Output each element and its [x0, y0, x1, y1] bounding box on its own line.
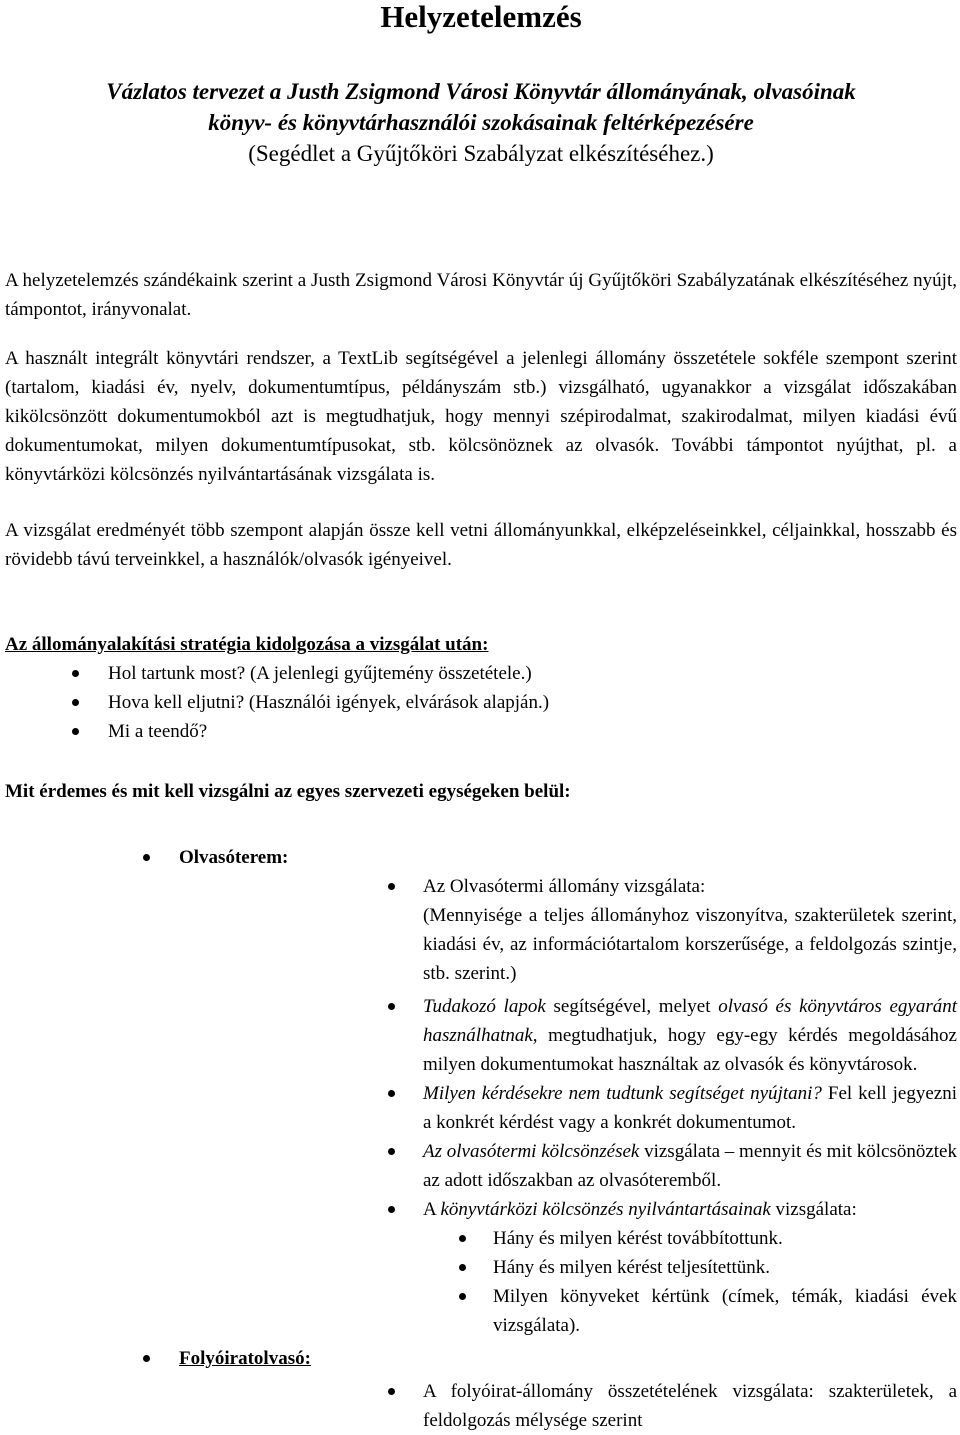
page-title: Helyzetelemzés	[380, 0, 582, 34]
strategy-item-text: Mi a teendő?	[108, 721, 208, 742]
list-item	[179, 1137, 957, 1195]
list-item	[179, 872, 957, 988]
strategy-heading: Az állományalakítási stratégia kidolgozása a vizsgálat után:	[5, 634, 489, 655]
list-item	[179, 1079, 957, 1137]
system-paragraph: A használt integrált könyvtári rendszer, a TextLib segítségével a jelenlegi állomány összetétele sokféle szempont szerint (tartalom, kiadási év, nyelv, dokumentumtípus, példányszám stb.) vizsgálható, ugyanakkor a vizsgálat időszakában kikölcsönzött dokumentumokból azt is megtudhatjuk, hogy mennyi szépirodalmat, szakirodalmat, milyen kiadási évű dokumentumokat, milyen dokumentumtípusokat, stb. kölcsönöznek az olvasók. További támpontot nyújthat, pl. a könyvtárközi kölcsönzés nyilvántartásának vizsgálata is.	[5, 348, 957, 485]
list-item	[5, 717, 957, 746]
list-item-periodicals	[5, 1344, 957, 1435]
subtitle-line-3: (Segédlet a Gyűjtőköri Szabályzat elkészítéséhez.)	[248, 141, 714, 166]
bullet-icon	[388, 883, 395, 890]
bullet-icon	[388, 1206, 395, 1213]
stock-title: Az Olvasótermi állomány vizsgálata:	[423, 876, 706, 897]
units-heading: Mit érdemes és mit kell vizsgálni az egyes szervezeti egységeken belül:	[5, 781, 571, 802]
list-item-reading-room	[5, 843, 957, 1340]
list-item	[179, 1282, 957, 1340]
ill-item-text: Milyen könyveket kértünk (címek, témák, kiadási évek vizsgálata).	[493, 1286, 957, 1336]
inquiry-mid: segítségével, melyet	[545, 996, 719, 1017]
bullet-icon	[72, 670, 79, 677]
list-item	[179, 1195, 957, 1340]
periodicals-sublist	[179, 1377, 957, 1435]
strategy-list	[5, 659, 957, 746]
ill-rest: vizsgálata:	[770, 1199, 857, 1220]
subtitle-block	[5, 76, 957, 169]
bullet-icon	[388, 1148, 395, 1155]
loans-rest: vizsgálata – mennyit és mit kölcsönöztek az adott időszakban az olvasóteremből.	[423, 1141, 957, 1191]
bullet-icon	[143, 854, 150, 861]
units-list	[5, 843, 957, 1435]
subtitle-line-2: könyv- és könyvtárhasználói szokásainak feltérképezésére	[208, 110, 754, 135]
stock-detail: (Mennyisége a teljes állományhoz viszonyítva, szakterületek szerint, kiadási év, az információtartalom korszerűsége, a feldolgozás szintje, stb. szerint.)	[423, 905, 957, 984]
reading-room-label: Olvasóterem:	[179, 847, 289, 868]
bullet-icon	[388, 1003, 395, 1010]
reading-room-sublist	[179, 872, 957, 1340]
loans-italic: Az olvasótermi kölcsönzések	[423, 1141, 640, 1162]
bullet-icon	[459, 1264, 466, 1271]
questions-rest: Fel kell jegyezni a konkrét kérdést vagy a konkrét dokumentumot.	[423, 1083, 957, 1133]
bullet-icon	[72, 699, 79, 706]
ill-item-text: Hány és milyen kérést továbbítottunk.	[493, 1228, 783, 1249]
questions-italic: Milyen kérdésekre nem tudtunk segítséget nyújtani?	[423, 1083, 822, 1104]
bullet-icon	[459, 1235, 466, 1242]
bullet-icon	[388, 1090, 395, 1097]
list-item	[5, 688, 957, 717]
inquiry-italic-2: olvasó és könyvtáros egyaránt használhatnak	[423, 996, 958, 1046]
inquiry-rest: , megtudhatjuk, hogy egy-egy kérdés megoldásához milyen dokumentumokat használtak az olvasók és könyvtárosok.	[423, 1025, 957, 1075]
bullet-icon	[459, 1293, 466, 1300]
ill-item-text: Hány és milyen kérést teljesítettünk.	[493, 1257, 771, 1278]
intro-paragraph: A helyzetelemzés szándékaink szerint a Justh Zsigmond Városi Könyvtár új Gyűjtőköri Szabályzatának elkészítéséhez nyújt, támpontot, irányvonalat.	[5, 270, 957, 320]
list-item	[179, 1224, 957, 1253]
strategy-item-text: Hova kell eljutni? (Használói igények, elvárások alapján.)	[108, 692, 550, 713]
list-item	[5, 659, 957, 688]
list-item	[179, 1253, 957, 1282]
strategy-item-text: Hol tartunk most? (A jelenlegi gyűjtemény összetétele.)	[108, 663, 532, 684]
compare-paragraph: A vizsgálat eredményét több szempont alapján össze kell vetni állományunkkal, elképzeléseinkkel, céljainkkal, hosszabb és rövidebb távú terveinkkel, a használók/olvasók igényeivel.	[5, 520, 957, 570]
bullet-icon	[72, 728, 79, 735]
periodicals-item-text: A folyóirat-állomány összetételének vizsgálata: szakterületek, a feldolgozás mélysége szerint	[423, 1381, 957, 1431]
inquiry-italic: Tudakozó lapok	[423, 996, 546, 1017]
list-item	[179, 992, 957, 1079]
ill-sublist	[179, 1224, 957, 1340]
bullet-icon	[143, 1355, 150, 1362]
subtitle-line-1: Vázlatos tervezet a Justh Zsigmond Városi Könyvtár állományának, olvasóinak	[106, 79, 856, 104]
ill-prefix: A	[423, 1199, 441, 1220]
periodicals-label: Folyóiratolvasó:	[179, 1348, 311, 1369]
bullet-icon	[388, 1388, 395, 1395]
list-item	[179, 1377, 957, 1435]
ill-italic: könyvtárközi kölcsönzés nyilvántartásainak	[440, 1199, 771, 1220]
